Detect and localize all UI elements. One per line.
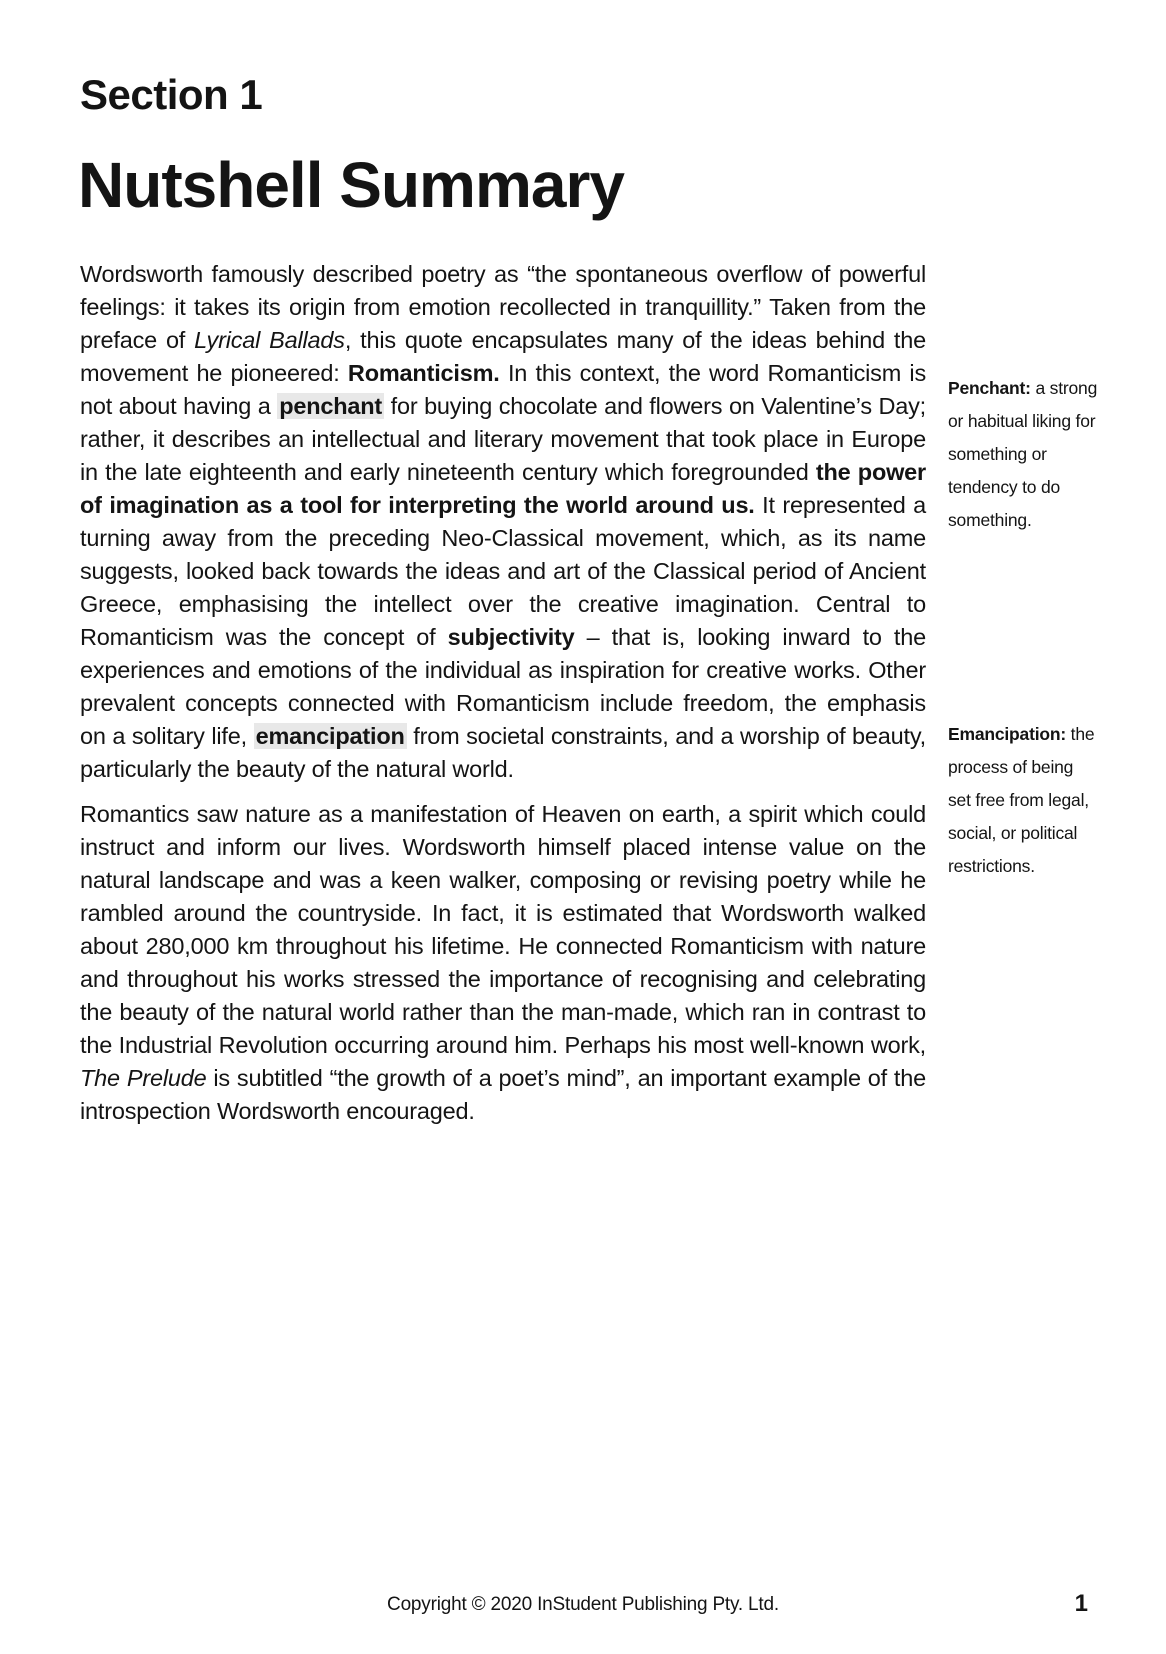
- page-title: Nutshell Summary: [78, 149, 624, 221]
- book-title-the-prelude: The Prelude: [80, 1065, 207, 1091]
- key-phrase-imagination: the power of imagination as a tool for interpreting the world around us.: [80, 459, 926, 518]
- glossary-note-emancipation: [948, 718, 1098, 883]
- glossary-definition: a strong or habitual liking for something or tendency to do something.: [948, 378, 1098, 530]
- key-term-subjectivity: subjectivity: [447, 624, 575, 650]
- section-label: Section 1: [80, 71, 263, 118]
- glossary-definition: the process of being set free from legal, social, or political restrictions.: [948, 724, 1095, 876]
- body-paragraph-2: Romantics saw nature as a manifestation of Heaven on earth, a spirit which could instruct and inform our lives. Wordsworth himself placed intense value on the natural landscape and was a keen walker, composing or revising poetry while he rambled around the countryside. In fact, it is estimated that Wordsworth walked about 280,000 km throughout his lifetime. He connected Romanticism with nature and throughout his works stressed the importance of recognising and celebrating the beauty of the natural world rather than the man-made, which ran in contrast to the Industrial Revolution occurring around him. Perhaps his most well-known work, The Prelude is subtitled “the growth of a poet’s mind”, an important example of the introspection Wordsworth encouraged.: [80, 801, 926, 1124]
- copyright-footer: Copyright © 2020 InStudent Publishing Pty. Ltd.: [387, 1594, 779, 1615]
- book-title-lyrical-ballads: Lyrical Ballads: [194, 327, 345, 353]
- main-text-column: [80, 258, 926, 1140]
- glossary-term: Emancipation:: [948, 724, 1066, 744]
- body-paragraph-1: Wordsworth famously described poetry as “the spontaneous overflow of powerful feelings: it takes its origin from emotion recollected in tranquillity.” Taken from the preface of Lyrical Ballads, this quote encapsulates many of the ideas behind the movement he pioneered: Romanticism. In this context, the word Romanticism is not about having a penchant for buying chocolate and flowers on Valentine’s Day; rather, it describes an intellectual and literary movement that took place in Europe in the late eighteenth and early nineteenth century which foregrounded the power of imagination as a tool for interpreting the world around us. It represented a turning away from the preceding Neo-Classical movement, which, as its name suggests, looked back towards the ideas and art of the Classical period of Ancient Greece, emphasising the intellect over the creative imagination. Central to Romanticism was the concept of subjectivity – that is, looking inward to the experiences and emotions of the individual as inspiration for creative works. Other prevalent concepts connected with Romanticism include freedom, the emphasis on a solitary life, emancipation from societal constraints, and a worship of beauty, particularly the beauty of the natural world.: [80, 261, 926, 782]
- key-term-romanticism: Romanticism.: [347, 360, 500, 386]
- glossary-highlight-emancipation: emancipation: [255, 723, 405, 749]
- glossary-term: Penchant:: [948, 378, 1031, 398]
- glossary-note-penchant: [948, 372, 1098, 537]
- page-number: 1: [1074, 1590, 1088, 1617]
- glossary-highlight-penchant: penchant: [279, 393, 383, 419]
